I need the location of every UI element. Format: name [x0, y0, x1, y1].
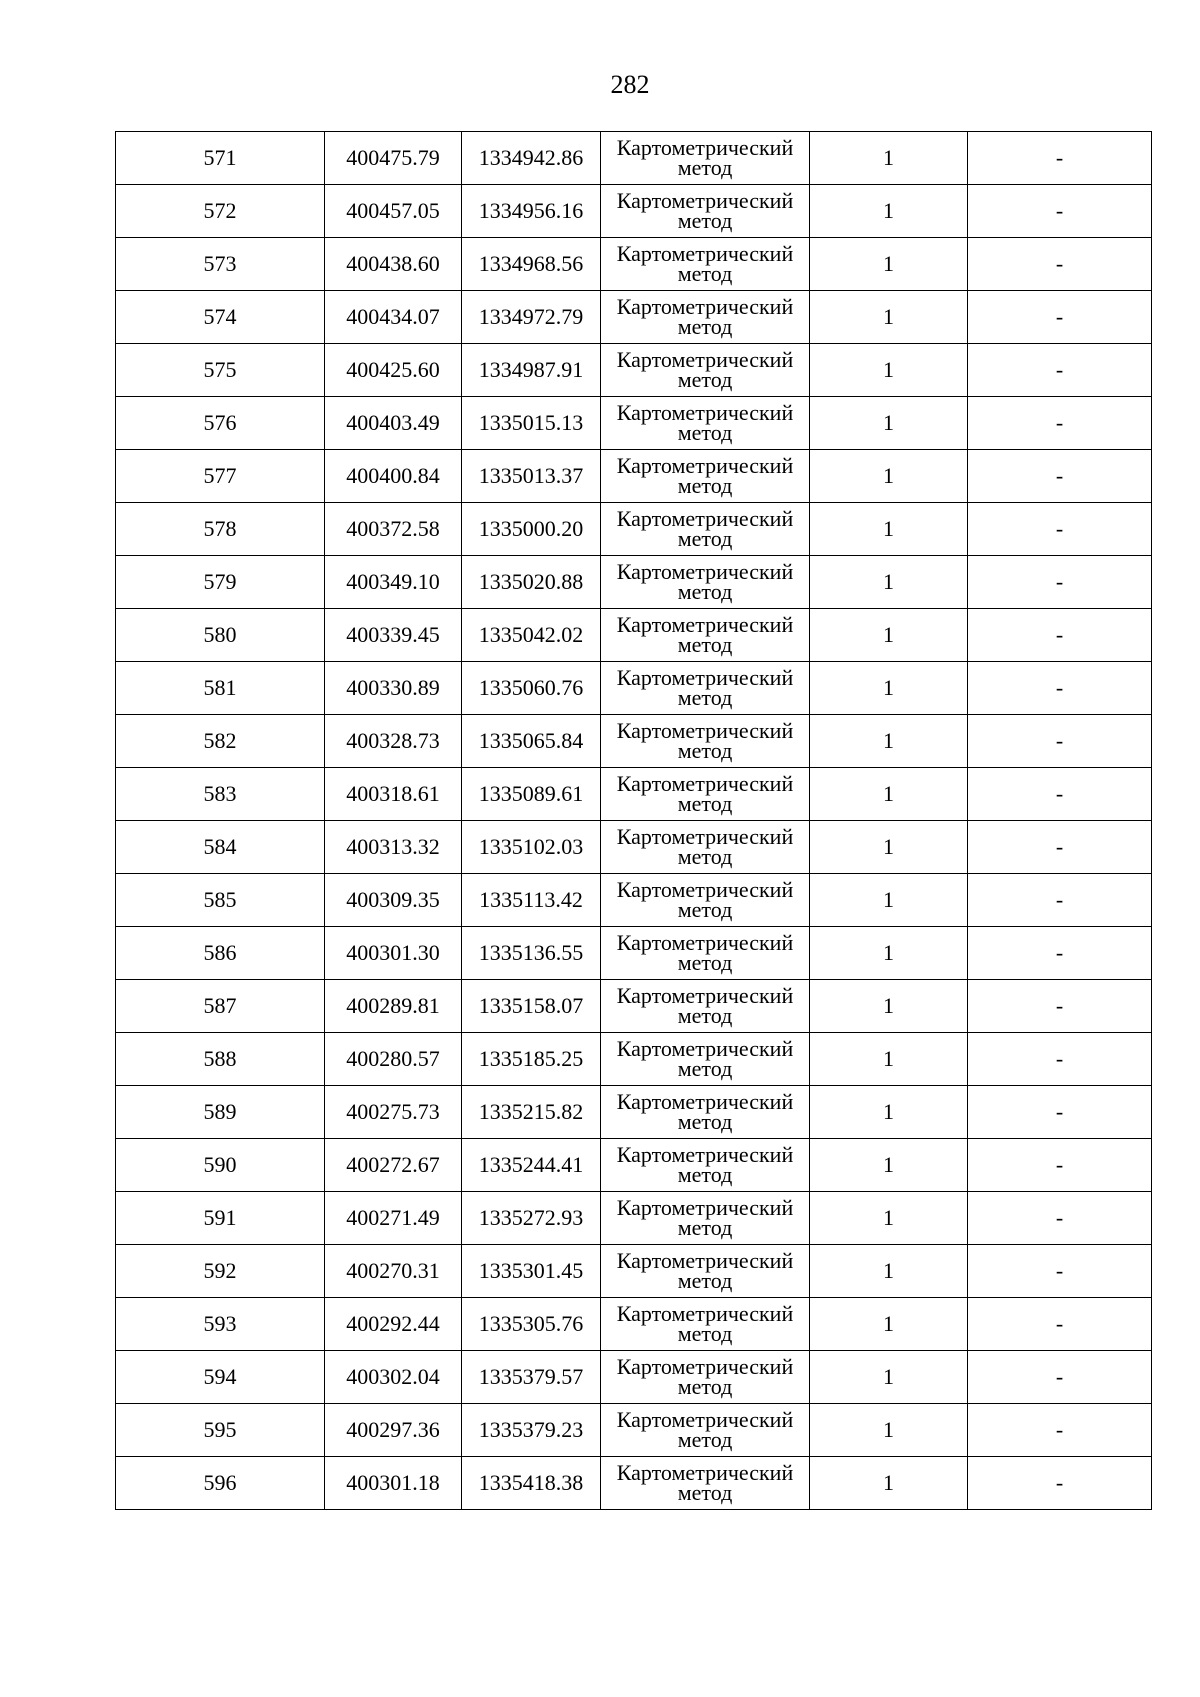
- table-row: [116, 609, 1152, 662]
- method-label-line1: Картометрический: [616, 506, 794, 531]
- method-label-line1: Картометрический: [616, 1036, 794, 1061]
- accuracy-cell: 1: [810, 556, 968, 609]
- table-row: [116, 238, 1152, 291]
- method-cell: [601, 132, 810, 185]
- x-coordinate-cell: 400302.04: [325, 1351, 462, 1404]
- note-cell: -: [968, 397, 1152, 450]
- y-coordinate-cell: 1335113.42: [462, 874, 601, 927]
- y-coordinate-cell: 1335244.41: [462, 1139, 601, 1192]
- method-cell: [601, 397, 810, 450]
- method-cell: [601, 874, 810, 927]
- x-coordinate-cell: 400403.49: [325, 397, 462, 450]
- table-row: [116, 344, 1152, 397]
- method-cell: [601, 1192, 810, 1245]
- point-number-cell: 592: [116, 1245, 325, 1298]
- table-row: [116, 132, 1152, 185]
- y-coordinate-cell: 1335102.03: [462, 821, 601, 874]
- table-row: [116, 980, 1152, 1033]
- page-number: 282: [610, 70, 650, 99]
- method-cell: [601, 1298, 810, 1351]
- table-row: [116, 1457, 1152, 1510]
- point-number-cell: 573: [116, 238, 325, 291]
- y-coordinate-cell: 1335089.61: [462, 768, 601, 821]
- table-row: [116, 662, 1152, 715]
- x-coordinate-cell: 400372.58: [325, 503, 462, 556]
- method-label-line2: метод: [677, 1056, 733, 1081]
- method-label-line2: метод: [677, 685, 733, 710]
- accuracy-cell: 1: [810, 132, 968, 185]
- method-label-line2: метод: [677, 1109, 733, 1134]
- point-number-cell: 575: [116, 344, 325, 397]
- accuracy-cell: 1: [810, 185, 968, 238]
- accuracy-cell: 1: [810, 927, 968, 980]
- accuracy-cell: 1: [810, 291, 968, 344]
- note-cell: -: [968, 821, 1152, 874]
- point-number-cell: 578: [116, 503, 325, 556]
- y-coordinate-cell: 1335015.13: [462, 397, 601, 450]
- method-label-line2: метод: [677, 632, 733, 657]
- method-label-line1: Картометрический: [616, 135, 794, 160]
- x-coordinate-cell: 400301.18: [325, 1457, 462, 1510]
- x-coordinate-cell: 400292.44: [325, 1298, 462, 1351]
- method-label-line2: метод: [677, 314, 733, 339]
- point-number-cell: 595: [116, 1404, 325, 1457]
- method-cell: [601, 1139, 810, 1192]
- y-coordinate-cell: 1335065.84: [462, 715, 601, 768]
- table-row: [116, 768, 1152, 821]
- method-label-line1: Картометрический: [616, 347, 794, 372]
- table-row: [116, 1139, 1152, 1192]
- method-label-line2: метод: [677, 844, 733, 869]
- method-cell: [601, 1404, 810, 1457]
- note-cell: -: [968, 1404, 1152, 1457]
- method-cell: [601, 980, 810, 1033]
- method-label-line1: Картометрический: [616, 1301, 794, 1326]
- point-number-cell: 593: [116, 1298, 325, 1351]
- point-number-cell: 587: [116, 980, 325, 1033]
- method-cell: [601, 291, 810, 344]
- method-label-line2: метод: [677, 1321, 733, 1346]
- y-coordinate-cell: 1335042.02: [462, 609, 601, 662]
- x-coordinate-cell: 400297.36: [325, 1404, 462, 1457]
- x-coordinate-cell: 400475.79: [325, 132, 462, 185]
- accuracy-cell: 1: [810, 397, 968, 450]
- y-coordinate-cell: 1335000.20: [462, 503, 601, 556]
- accuracy-cell: 1: [810, 238, 968, 291]
- method-label-line2: метод: [677, 1480, 733, 1505]
- accuracy-cell: 1: [810, 980, 968, 1033]
- method-label-line2: метод: [677, 420, 733, 445]
- x-coordinate-cell: 400330.89: [325, 662, 462, 715]
- method-label-line1: Картометрический: [616, 1354, 794, 1379]
- point-number-cell: 579: [116, 556, 325, 609]
- method-cell: [601, 185, 810, 238]
- table-row: [116, 874, 1152, 927]
- accuracy-cell: 1: [810, 715, 968, 768]
- method-label-line2: метод: [677, 1215, 733, 1240]
- method-label-line2: метод: [677, 1374, 733, 1399]
- x-coordinate-cell: 400289.81: [325, 980, 462, 1033]
- x-coordinate-cell: 400425.60: [325, 344, 462, 397]
- x-coordinate-cell: 400457.05: [325, 185, 462, 238]
- y-coordinate-cell: 1335060.76: [462, 662, 601, 715]
- point-number-cell: 576: [116, 397, 325, 450]
- method-label-line1: Картометрический: [616, 771, 794, 796]
- y-coordinate-cell: 1334987.91: [462, 344, 601, 397]
- y-coordinate-cell: 1335215.82: [462, 1086, 601, 1139]
- method-label-line1: Картометрический: [616, 1407, 794, 1432]
- table-row: [116, 450, 1152, 503]
- method-cell: [601, 1457, 810, 1510]
- table-row: [116, 1192, 1152, 1245]
- point-number-cell: 588: [116, 1033, 325, 1086]
- method-label-line2: метод: [677, 367, 733, 392]
- method-cell: [601, 556, 810, 609]
- method-label-line2: метод: [677, 950, 733, 975]
- method-label-line2: метод: [677, 473, 733, 498]
- x-coordinate-cell: 400301.30: [325, 927, 462, 980]
- table-row: [116, 715, 1152, 768]
- y-coordinate-cell: 1335185.25: [462, 1033, 601, 1086]
- accuracy-cell: 1: [810, 1192, 968, 1245]
- point-number-cell: 574: [116, 291, 325, 344]
- y-coordinate-cell: 1335379.57: [462, 1351, 601, 1404]
- method-label-line1: Картометрический: [616, 294, 794, 319]
- note-cell: -: [968, 344, 1152, 397]
- method-label-line2: метод: [677, 579, 733, 604]
- method-label-line1: Картометрический: [616, 1089, 794, 1114]
- method-cell: [601, 450, 810, 503]
- point-number-cell: 596: [116, 1457, 325, 1510]
- method-cell: [601, 344, 810, 397]
- accuracy-cell: 1: [810, 1351, 968, 1404]
- method-label-line1: Картометрический: [616, 718, 794, 743]
- accuracy-cell: 1: [810, 1245, 968, 1298]
- method-label-line1: Картометрический: [616, 241, 794, 266]
- y-coordinate-cell: 1335305.76: [462, 1298, 601, 1351]
- table-row: [116, 185, 1152, 238]
- accuracy-cell: 1: [810, 503, 968, 556]
- method-label-line1: Картометрический: [616, 1248, 794, 1273]
- method-cell: [601, 715, 810, 768]
- note-cell: -: [968, 1298, 1152, 1351]
- note-cell: -: [968, 1192, 1152, 1245]
- method-label-line2: метод: [677, 738, 733, 763]
- y-coordinate-cell: 1335158.07: [462, 980, 601, 1033]
- method-label-line1: Картометрический: [616, 1460, 794, 1485]
- method-cell: [601, 1351, 810, 1404]
- method-label-line1: Картометрический: [616, 1142, 794, 1167]
- x-coordinate-cell: 400349.10: [325, 556, 462, 609]
- point-number-cell: 582: [116, 715, 325, 768]
- note-cell: -: [968, 980, 1152, 1033]
- method-cell: [601, 238, 810, 291]
- point-number-cell: 584: [116, 821, 325, 874]
- method-label-line2: метод: [677, 1003, 733, 1028]
- method-cell: [601, 927, 810, 980]
- x-coordinate-cell: 400400.84: [325, 450, 462, 503]
- method-label-line1: Картометрический: [616, 824, 794, 849]
- note-cell: -: [968, 768, 1152, 821]
- table-row: [116, 1086, 1152, 1139]
- method-label-line2: метод: [677, 261, 733, 286]
- accuracy-cell: 1: [810, 874, 968, 927]
- y-coordinate-cell: 1335020.88: [462, 556, 601, 609]
- method-label-line1: Картометрический: [616, 877, 794, 902]
- point-number-cell: 580: [116, 609, 325, 662]
- method-label-line2: метод: [677, 155, 733, 180]
- y-coordinate-cell: 1334968.56: [462, 238, 601, 291]
- table-row: [116, 291, 1152, 344]
- note-cell: -: [968, 503, 1152, 556]
- method-cell: [601, 662, 810, 715]
- method-label-line1: Картометрический: [616, 400, 794, 425]
- accuracy-cell: 1: [810, 768, 968, 821]
- x-coordinate-cell: 400339.45: [325, 609, 462, 662]
- method-label-line1: Картометрический: [616, 188, 794, 213]
- accuracy-cell: 1: [810, 1139, 968, 1192]
- coordinates-table-body: [116, 132, 1152, 1510]
- method-cell: [601, 1033, 810, 1086]
- x-coordinate-cell: 400275.73: [325, 1086, 462, 1139]
- point-number-cell: 591: [116, 1192, 325, 1245]
- note-cell: -: [968, 238, 1152, 291]
- point-number-cell: 583: [116, 768, 325, 821]
- table-row: [116, 927, 1152, 980]
- accuracy-cell: 1: [810, 1033, 968, 1086]
- y-coordinate-cell: 1334956.16: [462, 185, 601, 238]
- point-number-cell: 594: [116, 1351, 325, 1404]
- note-cell: -: [968, 450, 1152, 503]
- note-cell: -: [968, 1033, 1152, 1086]
- y-coordinate-cell: 1334972.79: [462, 291, 601, 344]
- point-number-cell: 572: [116, 185, 325, 238]
- note-cell: -: [968, 874, 1152, 927]
- method-cell: [601, 768, 810, 821]
- method-label-line2: метод: [677, 1268, 733, 1293]
- table-row: [116, 1298, 1152, 1351]
- note-cell: -: [968, 556, 1152, 609]
- note-cell: -: [968, 927, 1152, 980]
- y-coordinate-cell: 1335136.55: [462, 927, 601, 980]
- note-cell: -: [968, 185, 1152, 238]
- method-label-line1: Картометрический: [616, 453, 794, 478]
- method-label-line1: Картометрический: [616, 665, 794, 690]
- method-cell: [601, 1245, 810, 1298]
- method-cell: [601, 503, 810, 556]
- note-cell: -: [968, 1351, 1152, 1404]
- method-label-line1: Картометрический: [616, 983, 794, 1008]
- note-cell: -: [968, 715, 1152, 768]
- table-row: [116, 556, 1152, 609]
- accuracy-cell: 1: [810, 1086, 968, 1139]
- method-label-line1: Картометрический: [616, 1195, 794, 1220]
- method-label-line1: Картометрический: [616, 930, 794, 955]
- method-cell: [601, 609, 810, 662]
- table-row: [116, 1351, 1152, 1404]
- x-coordinate-cell: 400272.67: [325, 1139, 462, 1192]
- point-number-cell: 586: [116, 927, 325, 980]
- accuracy-cell: 1: [810, 609, 968, 662]
- coordinates-table: [115, 131, 1152, 1510]
- method-cell: [601, 821, 810, 874]
- note-cell: -: [968, 1139, 1152, 1192]
- x-coordinate-cell: 400270.31: [325, 1245, 462, 1298]
- method-label-line2: метод: [677, 1162, 733, 1187]
- y-coordinate-cell: 1335272.93: [462, 1192, 601, 1245]
- point-number-cell: 589: [116, 1086, 325, 1139]
- x-coordinate-cell: 400271.49: [325, 1192, 462, 1245]
- note-cell: -: [968, 291, 1152, 344]
- x-coordinate-cell: 400438.60: [325, 238, 462, 291]
- table-row: [116, 397, 1152, 450]
- table-row: [116, 1245, 1152, 1298]
- y-coordinate-cell: 1334942.86: [462, 132, 601, 185]
- method-label-line2: метод: [677, 1427, 733, 1452]
- accuracy-cell: 1: [810, 821, 968, 874]
- x-coordinate-cell: 400434.07: [325, 291, 462, 344]
- accuracy-cell: 1: [810, 450, 968, 503]
- point-number-cell: 590: [116, 1139, 325, 1192]
- y-coordinate-cell: 1335301.45: [462, 1245, 601, 1298]
- note-cell: -: [968, 662, 1152, 715]
- point-number-cell: 577: [116, 450, 325, 503]
- method-cell: [601, 1086, 810, 1139]
- y-coordinate-cell: 1335418.38: [462, 1457, 601, 1510]
- accuracy-cell: 1: [810, 1457, 968, 1510]
- point-number-cell: 571: [116, 132, 325, 185]
- note-cell: -: [968, 1245, 1152, 1298]
- method-label-line1: Картометрический: [616, 612, 794, 637]
- table-row: [116, 1033, 1152, 1086]
- table-row: [116, 503, 1152, 556]
- method-label-line2: метод: [677, 526, 733, 551]
- y-coordinate-cell: 1335013.37: [462, 450, 601, 503]
- point-number-cell: 585: [116, 874, 325, 927]
- note-cell: -: [968, 1086, 1152, 1139]
- note-cell: -: [968, 1457, 1152, 1510]
- table-row: [116, 821, 1152, 874]
- y-coordinate-cell: 1335379.23: [462, 1404, 601, 1457]
- accuracy-cell: 1: [810, 1404, 968, 1457]
- table-row: [116, 1404, 1152, 1457]
- x-coordinate-cell: 400328.73: [325, 715, 462, 768]
- x-coordinate-cell: 400280.57: [325, 1033, 462, 1086]
- point-number-cell: 581: [116, 662, 325, 715]
- method-label-line2: метод: [677, 897, 733, 922]
- method-label-line1: Картометрический: [616, 559, 794, 584]
- note-cell: -: [968, 132, 1152, 185]
- accuracy-cell: 1: [810, 344, 968, 397]
- x-coordinate-cell: 400309.35: [325, 874, 462, 927]
- x-coordinate-cell: 400318.61: [325, 768, 462, 821]
- method-label-line2: метод: [677, 208, 733, 233]
- note-cell: -: [968, 609, 1152, 662]
- accuracy-cell: 1: [810, 662, 968, 715]
- method-label-line2: метод: [677, 791, 733, 816]
- x-coordinate-cell: 400313.32: [325, 821, 462, 874]
- accuracy-cell: 1: [810, 1298, 968, 1351]
